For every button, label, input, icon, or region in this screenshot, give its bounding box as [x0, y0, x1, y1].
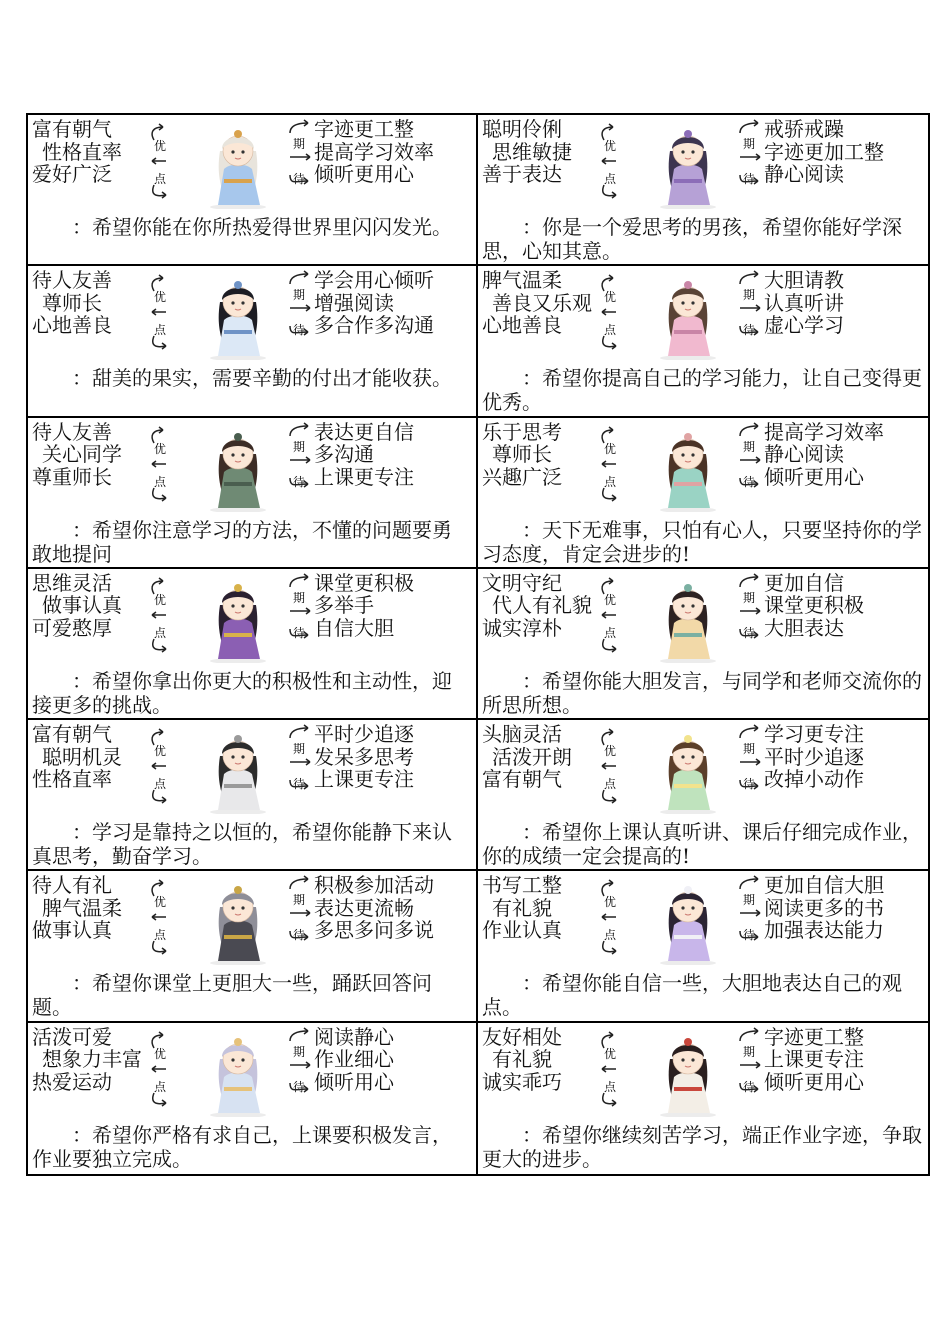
expectation-item: 更加自信 — [764, 571, 844, 595]
strengths-bracket-icon — [146, 728, 174, 804]
dai-label: 待 — [742, 625, 756, 640]
you-label: 优 — [603, 744, 617, 759]
you-label: 优 — [153, 744, 167, 759]
student-card — [28, 266, 478, 417]
dai-label: 待 — [742, 777, 756, 792]
dai-label: 待 — [292, 777, 306, 792]
qi-label: 期 — [742, 742, 756, 757]
you-label: 优 — [603, 895, 617, 910]
student-portrait-image — [636, 272, 740, 360]
strength-item: 待人友善 — [32, 268, 112, 293]
qi-label: 期 — [742, 1044, 756, 1059]
strengths-bracket-icon — [596, 274, 624, 350]
teacher-comment — [32, 215, 470, 239]
you-label: 优 — [603, 441, 617, 456]
you-label: 优 — [603, 139, 617, 153]
comment-text: ： 希望你课堂上更胆大一些，踊跃回答问题。 — [32, 971, 432, 1019]
strengths-list — [482, 1026, 594, 1094]
student-card — [28, 569, 478, 720]
strength-item: 爱好广泛 — [32, 162, 112, 186]
dian-label: 点 — [603, 1079, 617, 1094]
dai-label: 待 — [292, 1079, 306, 1094]
strength-item: 待人有礼 — [32, 873, 112, 898]
strengths-list — [482, 723, 594, 791]
student-portrait-image — [186, 121, 290, 209]
expectations-bracket-icon — [736, 119, 766, 195]
dai-label: 待 — [292, 474, 306, 489]
expectation-item: 课堂更积极 — [314, 571, 414, 595]
qi-label: 期 — [742, 893, 756, 908]
you-label: 优 — [153, 441, 167, 456]
strengths-list — [32, 874, 144, 942]
comment-text: ： 希望你拿出你更大的积极性和主动性，迎接更多的挑战。 — [32, 669, 452, 717]
strengths-list — [32, 421, 144, 489]
expectations-list — [314, 572, 478, 640]
student-portrait-image — [636, 121, 740, 209]
expectation-item: 阅读静心 — [314, 1025, 394, 1049]
student-card — [478, 115, 928, 266]
teacher-comment — [482, 1123, 922, 1171]
strength-item: 聪明机灵 — [42, 744, 122, 769]
expectations-list — [314, 1026, 478, 1094]
expectation-item: 学会用心倾听 — [314, 269, 434, 292]
strengths-list — [32, 118, 144, 186]
expectation-item: 上课更专注 — [764, 1048, 864, 1071]
dian-label: 点 — [153, 928, 167, 943]
expectation-item: 倾听更用心 — [314, 163, 414, 186]
you-label: 优 — [603, 592, 617, 607]
student-card — [478, 720, 928, 871]
dai-label: 待 — [742, 323, 756, 338]
expectation-item: 戒骄戒躁 — [764, 118, 844, 141]
student-card — [28, 871, 478, 1022]
strength-item: 做事认真 — [42, 593, 122, 618]
strengths-bracket-icon — [596, 1031, 624, 1107]
strength-item: 关心同学 — [42, 442, 122, 467]
strength-item: 脾气温柔 — [42, 895, 122, 920]
student-portrait-image — [186, 1029, 290, 1117]
student-portrait-image — [186, 877, 290, 965]
expectations-list — [764, 118, 928, 186]
strength-item: 友好相处 — [482, 1024, 562, 1049]
expectation-item: 字迹更加工整 — [764, 140, 884, 163]
expectation-item: 加强表达能力 — [764, 919, 884, 942]
expectation-item: 作业细心 — [314, 1048, 394, 1071]
expectation-item: 大胆请教 — [764, 269, 844, 292]
expectation-item: 更加自信大胆 — [764, 874, 884, 897]
strengths-bracket-icon — [146, 879, 174, 955]
expectations-bracket-icon — [736, 573, 766, 649]
student-card — [28, 418, 478, 569]
strength-item: 心地善良 — [32, 313, 112, 338]
strengths-list — [32, 572, 144, 640]
strengths-bracket-icon — [596, 577, 624, 653]
strength-item: 待人友善 — [32, 419, 112, 444]
qi-label: 期 — [292, 439, 306, 454]
expectations-list — [764, 1026, 928, 1094]
strengths-list — [482, 269, 594, 337]
strength-item: 诚实乖巧 — [482, 1069, 562, 1094]
strength-item: 乐于思考 — [482, 419, 562, 444]
comment-text: ： 甜美的果实，需要辛勤的付出才能收获。 — [72, 366, 452, 390]
expectation-item: 提高学习效率 — [314, 140, 434, 163]
strength-item: 有礼貌 — [492, 895, 552, 920]
strength-item: 善于表达 — [482, 162, 562, 186]
strengths-list — [482, 118, 594, 186]
dai-label: 待 — [742, 172, 756, 186]
comment-text: ： 你是一个爱思考的男孩，希望你能好学深思，心知其意。 — [482, 215, 902, 263]
strength-item: 思维敏捷 — [492, 139, 572, 164]
comment-text: ： 希望你注意学习的方法，不懂的问题要勇敢地提问 — [32, 518, 452, 566]
strength-item: 富有朝气 — [32, 722, 112, 747]
expectation-item: 静心阅读 — [764, 163, 844, 186]
expectation-item: 积极参加活动 — [314, 874, 434, 897]
student-card — [28, 1023, 478, 1174]
teacher-comment — [32, 366, 470, 390]
expectation-item: 倾听用心 — [314, 1070, 394, 1094]
expectation-item: 发呆多思考 — [314, 745, 414, 769]
strength-item: 聪明伶俐 — [482, 117, 562, 141]
qi-label: 期 — [292, 590, 306, 605]
dian-label: 点 — [153, 172, 167, 186]
strength-item: 尊师长 — [42, 290, 102, 315]
strength-item: 头脑灵活 — [482, 722, 562, 747]
dai-label: 待 — [742, 1079, 756, 1094]
expectations-bracket-icon — [286, 573, 316, 649]
strengths-list — [482, 874, 594, 942]
you-label: 优 — [603, 1046, 617, 1061]
expectation-item: 多合作多沟通 — [314, 314, 434, 337]
teacher-comment — [482, 518, 922, 566]
strength-item: 兴趣广泛 — [482, 464, 562, 489]
student-portrait-image — [636, 726, 740, 814]
qi-label: 期 — [292, 1044, 306, 1059]
expectations-list — [764, 421, 928, 489]
student-portrait-image — [186, 272, 290, 360]
comment-text: ： 希望你提高自己的学习能力，让自己变得更优秀。 — [482, 366, 922, 414]
strength-item: 心地善良 — [482, 313, 562, 338]
dian-label: 点 — [603, 777, 617, 792]
comment-text: ： 希望你严格有求自己，上课要积极发言，作业要独立完成。 — [32, 1123, 452, 1171]
expectation-item: 平时少追逐 — [314, 723, 414, 746]
you-label: 优 — [153, 139, 167, 153]
expectations-list — [314, 421, 478, 489]
qi-label: 期 — [742, 590, 756, 605]
strengths-list — [32, 1026, 144, 1094]
expectations-bracket-icon — [736, 724, 766, 800]
you-label: 优 — [153, 895, 167, 910]
expectation-item: 认真听讲 — [764, 291, 844, 315]
student-card — [478, 871, 928, 1022]
expectations-bracket-icon — [286, 1027, 316, 1103]
comment-text: ： 希望你上课认真听讲、课后仔细完成作业，你的成绩一定会提高的! — [482, 820, 922, 868]
expectation-item: 字迹更工整 — [764, 1025, 864, 1049]
strength-item: 性格直率 — [42, 139, 122, 164]
dian-label: 点 — [153, 777, 167, 792]
strength-item: 思维灵活 — [32, 570, 112, 595]
expectation-item: 虚心学习 — [764, 314, 844, 337]
strengths-bracket-icon — [146, 274, 174, 350]
dian-label: 点 — [153, 1079, 167, 1094]
dian-label: 点 — [153, 625, 167, 640]
expectations-bracket-icon — [286, 270, 316, 346]
strength-item: 善良又乐观 — [492, 290, 592, 315]
strength-item: 代人有礼貌 — [492, 593, 592, 618]
strength-item: 可爱憨厚 — [32, 615, 112, 640]
dian-label: 点 — [153, 474, 167, 489]
you-label: 优 — [603, 290, 617, 305]
expectations-bracket-icon — [736, 270, 766, 346]
evaluation-card-grid — [26, 113, 930, 1176]
dai-label: 待 — [292, 625, 306, 640]
strength-item: 诚实淳朴 — [482, 615, 562, 640]
student-card — [28, 720, 478, 871]
expectations-bracket-icon — [286, 119, 316, 195]
expectation-item: 提高学习效率 — [764, 420, 884, 444]
expectations-list — [764, 269, 928, 337]
expectation-item: 平时少追逐 — [764, 745, 864, 769]
comment-text: ： 希望你继续刻苦学习，端正作业字迹，争取更大的进步。 — [482, 1123, 922, 1171]
strength-item: 性格直率 — [32, 767, 112, 792]
strength-item: 有礼貌 — [492, 1047, 552, 1072]
strength-item: 想象力丰富 — [42, 1047, 142, 1072]
student-card — [478, 418, 928, 569]
expectation-item: 改掉小动作 — [764, 768, 864, 791]
strength-item: 活泼开朗 — [492, 744, 572, 769]
comment-text: ： 天下无难事，只怕有心人，只要坚持你的学习态度，肯定会进步的! — [482, 518, 922, 566]
expectations-bracket-icon — [286, 875, 316, 951]
student-card — [28, 115, 478, 266]
expectations-list — [314, 269, 478, 337]
expectations-list — [764, 723, 928, 791]
dai-label: 待 — [742, 928, 756, 943]
strength-item: 尊师长 — [492, 442, 552, 467]
strength-item: 文明守纪 — [482, 570, 562, 595]
strengths-bracket-icon — [146, 123, 174, 199]
expectation-item: 表达更自信 — [314, 420, 414, 444]
strength-item: 做事认真 — [32, 918, 112, 943]
strength-item: 活泼可爱 — [32, 1024, 112, 1049]
strengths-bracket-icon — [596, 123, 624, 199]
expectations-list — [314, 874, 478, 942]
strength-item: 书写工整 — [482, 873, 562, 898]
qi-label: 期 — [742, 288, 756, 303]
strength-item: 富有朝气 — [482, 767, 562, 792]
strengths-list — [32, 723, 144, 791]
expectation-item: 增强阅读 — [314, 291, 394, 315]
strengths-bracket-icon — [596, 728, 624, 804]
you-label: 优 — [153, 290, 167, 305]
expectation-item: 倾听更用心 — [764, 1070, 864, 1094]
student-card — [478, 266, 928, 417]
expectation-item: 阅读更多的书 — [764, 896, 884, 920]
expectations-list — [314, 723, 478, 791]
strength-item: 富有朝气 — [32, 117, 112, 141]
qi-label: 期 — [292, 893, 306, 908]
strengths-bracket-icon — [146, 426, 174, 502]
strengths-bracket-icon — [596, 426, 624, 502]
qi-label: 期 — [742, 137, 756, 151]
comment-text: ： 希望你能自信一些，大胆地表达自己的观点。 — [482, 971, 902, 1019]
dai-label: 待 — [292, 928, 306, 943]
expectations-bracket-icon — [736, 875, 766, 951]
expectations-bracket-icon — [736, 422, 766, 498]
student-portrait-image — [636, 877, 740, 965]
comment-text: ： 希望你能大胆发言，与同学和老师交流你的所思所想。 — [482, 669, 922, 717]
expectation-item: 多举手 — [314, 594, 374, 617]
comment-text: ： 学习是靠持之以恒的，希望你能静下来认真思考，勤奋学习。 — [32, 820, 452, 868]
strength-item: 脾气温柔 — [482, 268, 562, 293]
dian-label: 点 — [603, 474, 617, 489]
expectation-item: 字迹更工整 — [314, 118, 414, 141]
dai-label: 待 — [742, 474, 756, 489]
strengths-bracket-icon — [146, 577, 174, 653]
expectation-item: 学习更专注 — [764, 723, 864, 746]
student-portrait-image — [186, 424, 290, 512]
strengths-bracket-icon — [146, 1031, 174, 1107]
student-portrait-image — [186, 575, 290, 663]
teacher-comment — [32, 669, 470, 717]
dian-label: 点 — [603, 323, 617, 338]
expectation-item: 多思多问多说 — [314, 919, 434, 942]
teacher-comment — [32, 971, 470, 1019]
dian-label: 点 — [603, 625, 617, 640]
student-card — [478, 1023, 928, 1174]
teacher-comment — [482, 669, 922, 717]
expectation-item: 多沟通 — [314, 443, 374, 466]
teacher-comment — [32, 518, 470, 566]
teacher-comment — [482, 971, 922, 1019]
qi-label: 期 — [742, 439, 756, 454]
expectation-item: 上课更专注 — [314, 768, 414, 791]
qi-label: 期 — [292, 288, 306, 303]
expectation-item: 表达更流畅 — [314, 896, 414, 920]
expectations-bracket-icon — [286, 422, 316, 498]
dai-label: 待 — [292, 323, 306, 338]
dian-label: 点 — [603, 172, 617, 186]
dian-label: 点 — [153, 323, 167, 338]
teacher-comment — [32, 820, 470, 868]
expectation-item: 倾听更用心 — [764, 465, 864, 489]
comment-text: ： 希望你能在你所热爱得世界里闪闪发光。 — [72, 215, 452, 239]
expectations-bracket-icon — [286, 724, 316, 800]
dai-label: 待 — [292, 172, 306, 186]
expectation-item: 大胆表达 — [764, 616, 844, 640]
student-portrait-image — [636, 1029, 740, 1117]
strength-item: 尊重师长 — [32, 464, 112, 489]
expectations-bracket-icon — [736, 1027, 766, 1103]
strength-item: 作业认真 — [482, 918, 562, 943]
student-portrait-image — [636, 575, 740, 663]
student-portrait-image — [186, 726, 290, 814]
qi-label: 期 — [292, 742, 306, 757]
student-card — [478, 569, 928, 720]
strengths-bracket-icon — [596, 879, 624, 955]
expectation-item: 静心阅读 — [764, 443, 844, 466]
expectation-item: 上课更专注 — [314, 465, 414, 489]
you-label: 优 — [153, 592, 167, 607]
expectations-list — [764, 874, 928, 942]
dian-label: 点 — [603, 928, 617, 943]
strengths-list — [482, 421, 594, 489]
expectations-list — [314, 118, 478, 186]
expectations-list — [764, 572, 928, 640]
expectation-item: 自信大胆 — [314, 616, 394, 640]
qi-label: 期 — [292, 137, 306, 151]
teacher-comment — [482, 366, 922, 414]
teacher-comment — [482, 215, 922, 263]
expectation-item: 课堂更积极 — [764, 594, 864, 617]
student-portrait-image — [636, 424, 740, 512]
teacher-comment — [32, 1123, 470, 1171]
strengths-list — [482, 572, 594, 640]
you-label: 优 — [153, 1046, 167, 1061]
strength-item: 热爱运动 — [32, 1069, 112, 1094]
teacher-comment — [482, 820, 922, 868]
strengths-list — [32, 269, 144, 337]
